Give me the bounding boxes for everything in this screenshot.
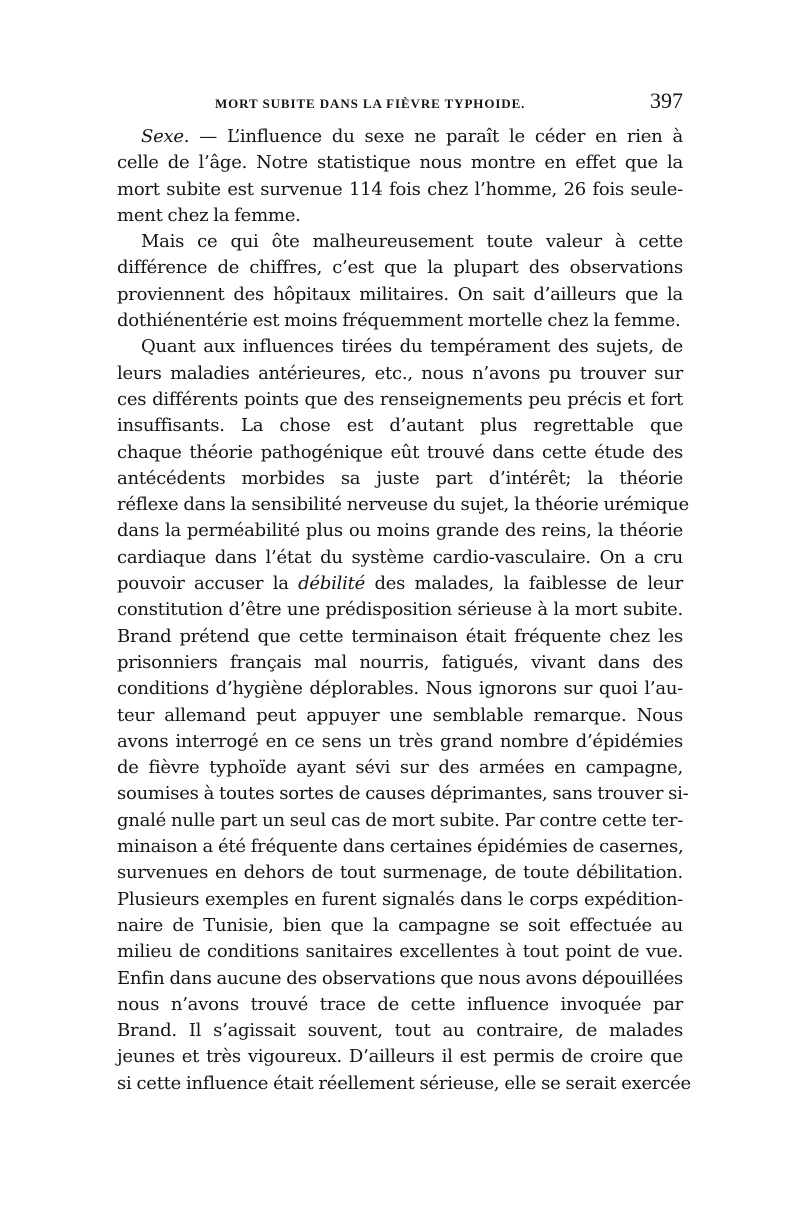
page-header [117, 88, 683, 124]
text-line: avons interrogé en ce sens un très grand nombre d’épidémies [117, 730, 683, 752]
text-line: dans la perméabilité plus ou moins grande des reins, la théorie [117, 520, 683, 542]
text-line: réflexe dans la sensibilité nerveuse du sujet, la théorie urémique [117, 494, 689, 516]
section-label-sexe: Sexe. [141, 126, 190, 147]
text-line: survenues en dehors de tout surmenage, de toute débilitation. [117, 862, 683, 884]
text-line: Brand prétend que cette terminaison était fréquente chez les [117, 625, 683, 647]
text-line: ment chez la femme. [117, 204, 301, 226]
body-text [117, 124, 691, 1097]
text-line: mort subite est survenue 114 fois chez l’homme, 26 fois seule- [117, 178, 683, 200]
text-line: Brand. Il s’agissait souvent, tout au contraire, de malades [117, 1020, 683, 1042]
text-line: leurs maladies antérieures, etc., nous n’avons pu trouver sur [117, 362, 683, 384]
text-line: ces différents points que des renseignements peu précis et fort [117, 388, 683, 410]
text-line: conditions d’hygiène déplorables. Nous ignorons sur quoi l’au- [117, 678, 683, 700]
text-line: Sexe. — L’influence du sexe ne paraît le céder en rien à [141, 126, 683, 147]
text-line: différence de chiffres, c’est que la plupart des observations [117, 257, 683, 279]
text-line: minaison a été fréquente dans certaines épidémies de casernes, [117, 836, 684, 858]
text-line: teur allemand peut appuyer une semblable remarque. Nous [117, 704, 683, 726]
text-line: Quant aux influences tirées du tempérament des sujets, de [141, 336, 683, 358]
text-line: insuffisants. La chose est d’autant plus regrettable que [117, 415, 683, 437]
text-line: chaque théorie pathogénique eût trouvé dans cette étude des [117, 441, 683, 463]
page-number: 397 [650, 88, 683, 113]
text-line: Plusieurs exemples en furent signalés dans le corps expédition- [117, 888, 683, 910]
text-line: constitution d’être une prédisposition sérieuse à la mort subite. [117, 599, 683, 621]
text-line: de fièvre typhoïde ayant sévi sur des armées en campagne, [117, 757, 683, 779]
text-line: cardiaque dans l’état du système cardio-vasculaire. On a cru [117, 546, 683, 568]
text-line: proviennent des hôpitaux militaires. On sait d’ailleurs que la [117, 283, 683, 305]
text-line: nous n’avons trouvé trace de cette influence invoquée par [117, 993, 683, 1015]
book-page [117, 88, 691, 1097]
text-line: pouvoir accuser la débilité des malades, la faiblesse de leur [117, 573, 683, 595]
text-line: jeunes et très vigoureux. D’ailleurs il est permis de croire que [117, 1046, 683, 1068]
text-line: naire de Tunisie, bien que la campagne se soit effectuée au [117, 914, 683, 936]
text-line: milieu de conditions sanitaires excellentes à tout point de vue. [117, 941, 683, 963]
text-line: dothiénentérie est moins fréquemment mortelle chez la femme. [117, 310, 681, 332]
emphasized-word: débilité [298, 573, 365, 595]
text-line: celle de l’âge. Notre statistique nous montre en effet que la [117, 152, 683, 174]
running-head: MORT SUBITE DANS LA FIÈVRE TYPHOIDE. [215, 96, 526, 111]
text-line: prisonniers français mal nourris, fatigués, vivant dans des [117, 651, 683, 673]
text-line: soumises à toutes sortes de causes déprimantes, sans trouver si- [117, 783, 689, 805]
text-line: gnalé nulle part un seul cas de mort subite. Par contre cette ter- [117, 809, 684, 831]
text-line: Mais ce qui ôte malheureusement toute valeur à cette [141, 231, 683, 253]
text-line: antécédents morbides sa juste part d’intérêt; la théorie [117, 467, 683, 489]
text-line: Enfin dans aucune des observations que nous avons dépouillées [117, 967, 683, 989]
text-line: si cette influence était réellement sérieuse, elle se serait exercée [117, 1072, 691, 1094]
